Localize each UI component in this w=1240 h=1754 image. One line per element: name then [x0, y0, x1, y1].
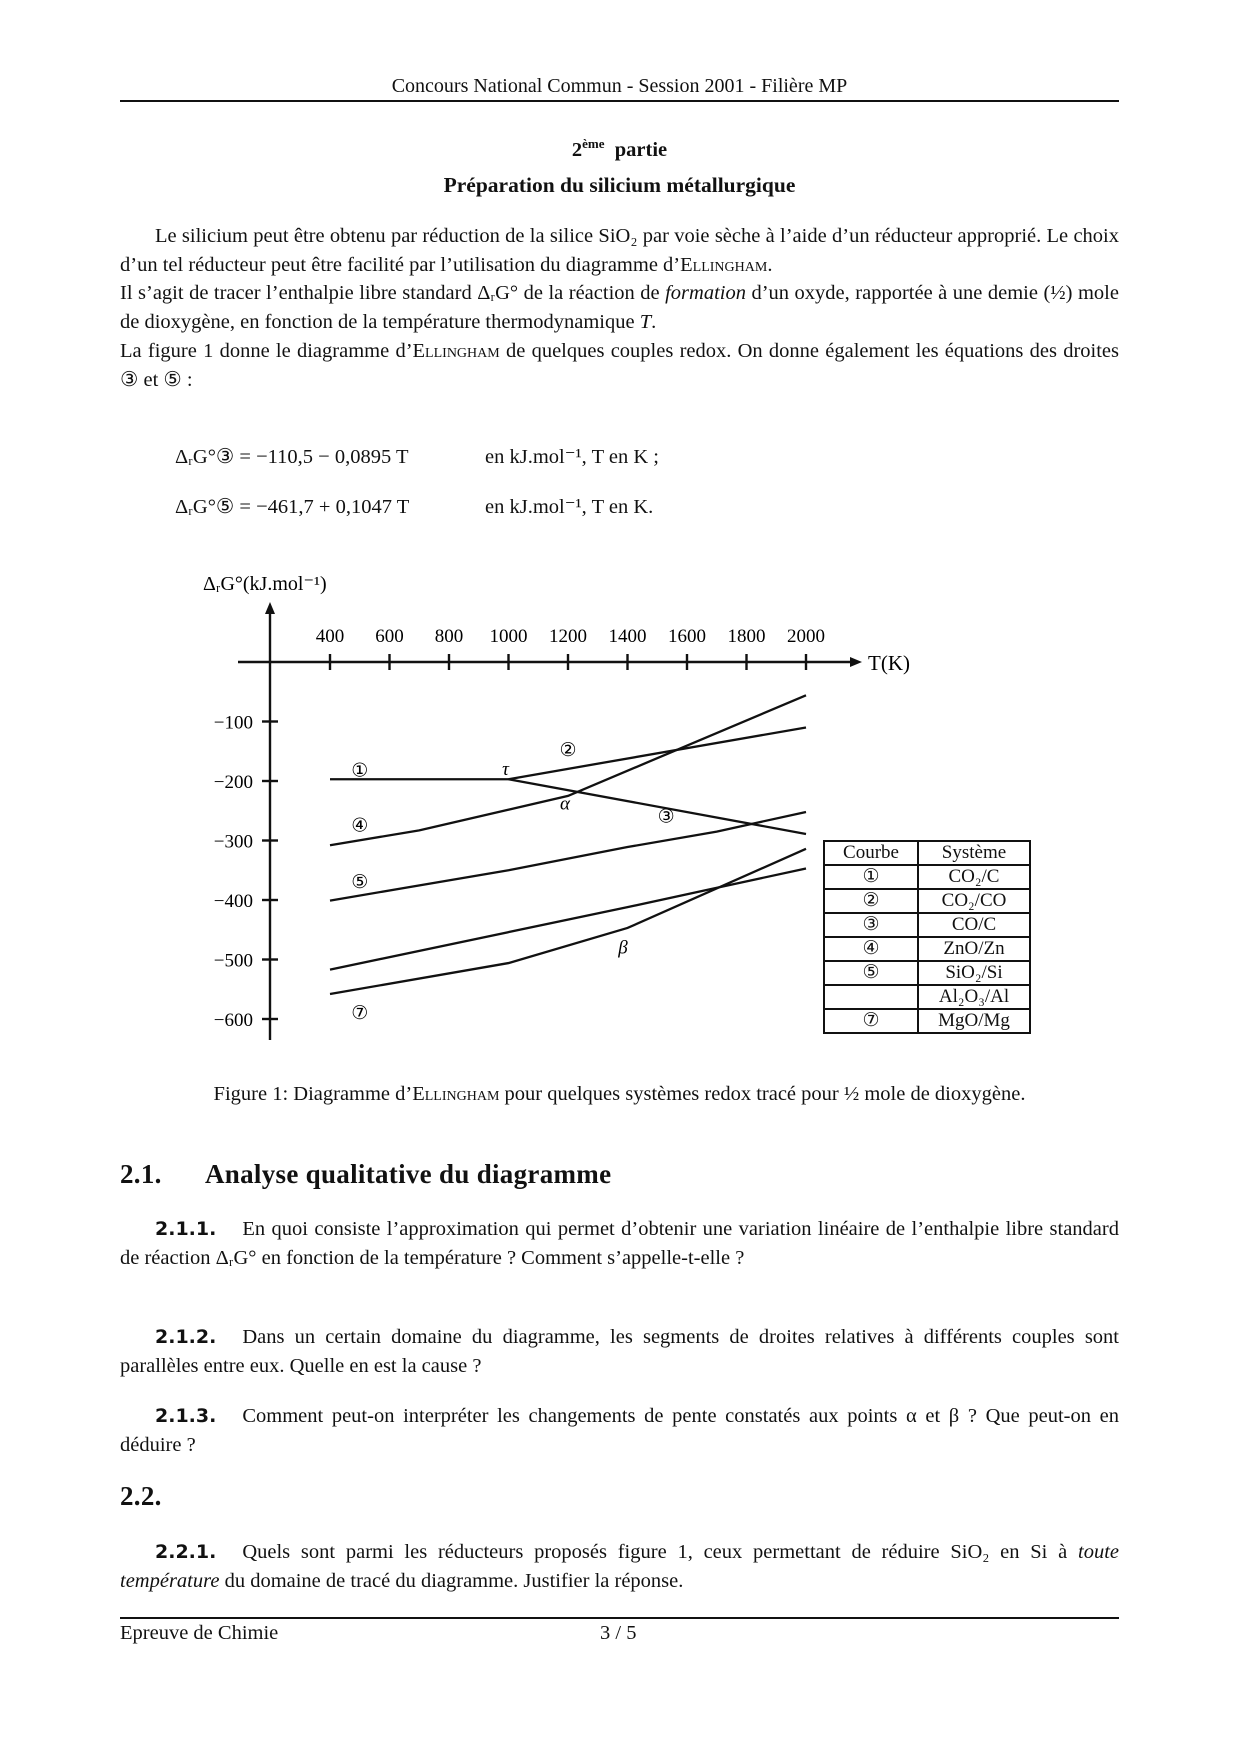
legend-row [824, 985, 1030, 1009]
legend-system: CO₂/CO [918, 889, 1030, 913]
legend-row [824, 961, 1030, 985]
question-2-2-1 [120, 1538, 1119, 1595]
question-text: En quoi consiste l’approximation qui permet d’obtenir une variation linéaire de l’enthalpie libre standard de réaction ΔᵣG° en fonction de la température ? Comment s’appelle-t-elle ? [120, 1218, 1119, 1269]
question-2-1-1 [120, 1215, 1119, 1272]
equation-3-lhs: ΔᵣG°③ = −110,5 − 0,0895 T [175, 446, 409, 468]
y-tick-label: −400 [213, 891, 253, 912]
part-number: 2 [571, 138, 583, 161]
intro-p2-em: formation [665, 282, 746, 305]
intro-p1-end: . [767, 253, 773, 276]
equation-5-lhs: ΔᵣG°⑤ = −461,7 + 0,1047 T [175, 496, 410, 518]
question-2-1-2 [120, 1323, 1119, 1380]
footer-page: 3 / 5 [600, 1622, 637, 1644]
x-tick-label: 1400 [608, 626, 647, 647]
x-axis-arrow [850, 657, 862, 667]
caption-a: Figure 1: Diagramme d’ [213, 1083, 413, 1105]
question-number: 2.1.1. [155, 1218, 217, 1240]
curve-annotation: α [560, 793, 571, 815]
question-text-a: Quels sont parmi les réducteurs proposés figure 1, ceux permettant de réduire SiO₂ en Si à [242, 1541, 1078, 1563]
legend-row [824, 937, 1030, 961]
caption-b: pour quelques systèmes redox tracé pour ½ mole de dioxygène. [499, 1083, 1026, 1105]
question-number: 2.1.3. [155, 1405, 217, 1427]
ellingham-name: Ellingham [412, 339, 500, 362]
curve-annotation: β [618, 937, 628, 959]
series-line-7 [330, 849, 806, 994]
y-tick-label: −500 [213, 950, 253, 972]
section-2-1-heading [120, 1160, 1119, 1189]
legend-system: CO₂/C [918, 865, 1030, 889]
y-axis-label: ΔᵣG°(kJ.mol⁻¹) [203, 573, 327, 595]
running-header: Concours National Commun - Session 2001 - Filière MP [391, 75, 848, 97]
intro-p2a: Il s’agit de tracer l’enthalpie libre standard ΔᵣG° de la réaction de [120, 282, 666, 305]
legend-row [824, 889, 1030, 913]
legend-row [824, 865, 1030, 889]
intro-p2-end: . [651, 311, 657, 334]
x-tick-label: 800 [434, 626, 464, 647]
y-tick-label: −100 [213, 712, 253, 734]
x-tick-label: 2000 [787, 626, 825, 647]
curve-annotation: ② [559, 740, 577, 762]
x-tick-label: 600 [375, 626, 404, 647]
x-tick-label: 1800 [727, 626, 766, 647]
legend-header-row [824, 841, 1030, 865]
section-number: 2.2. [120, 1481, 162, 1511]
series-line-5 [330, 812, 806, 901]
series-line-2 [509, 727, 807, 779]
legend-curve: ⑤ [824, 961, 918, 985]
part-label: partie [614, 138, 668, 161]
x-tick-label: 1600 [668, 626, 706, 647]
intro-p1-text: Le silicium peut être obtenu par réduction de la silice SiO₂ par voie sèche à l’aide d’un réducteur approprié. Le choix d’un tel réducteur peut être facilité par l’utilisation du diagramme d’ [120, 225, 1119, 276]
x-tick-label: 1000 [489, 626, 528, 647]
question-text: Comment peut-on interpréter les changements de pente constatés aux points α et β ? Que peut-on en déduire ? [120, 1405, 1119, 1456]
series-line-6 [330, 868, 806, 969]
legend-curve: ⑦ [824, 1009, 918, 1033]
question-2-1-3 [120, 1402, 1119, 1459]
intro-p3b: de quelques couples redox. On donne également les équations des droites ③ et ⑤ : [120, 339, 1119, 391]
curve-annotation: ① [351, 760, 369, 782]
legend-table [823, 840, 1031, 1034]
legend-curve: ④ [824, 937, 918, 961]
legend-curve: ① [824, 865, 918, 889]
legend-curve [824, 985, 918, 1009]
x-tick-label: 1200 [549, 626, 587, 647]
legend-system: Al₂O₃/Al [918, 985, 1030, 1009]
section-title: Analyse qualitative du diagramme [205, 1159, 612, 1189]
y-tick-label: −200 [213, 772, 253, 793]
part-title: Préparation du silicium métallurgique [443, 173, 796, 197]
curve-annotation: ③ [657, 806, 675, 828]
legend-header-systeme: Système [918, 841, 1030, 865]
intro-p2b: d’un oxyde, rapportée à une demie (½) mole de dioxygène, en fonction de la température thermodynamique [120, 282, 1119, 334]
part-sup: ème [582, 136, 605, 151]
legend-system: ZnO/Zn [918, 937, 1030, 961]
curve-annotation: ④ [351, 815, 369, 837]
question-text-b: du domaine de tracé du diagramme. Justifier la réponse. [219, 1569, 684, 1592]
question-text: Dans un certain domaine du diagramme, les segments de droites relatives à différents couples sont parallèles entre eux. Quelle en est la cause ? [120, 1326, 1119, 1377]
footer-left: Epreuve de Chimie [120, 1622, 279, 1644]
curve-annotation: τ [502, 759, 509, 781]
figure-caption [120, 1080, 1119, 1109]
legend-header-courbe: Courbe [824, 841, 918, 865]
question-emphasis: toute température [120, 1541, 1119, 1592]
series-line-4 [330, 695, 806, 845]
y-tick-label: −300 [213, 831, 253, 853]
legend-system: MgO/Mg [918, 1009, 1030, 1033]
ellingham-name: Ellingham [680, 253, 768, 276]
curve-annotation: ⑤ [351, 872, 369, 894]
intro-p3a: La figure 1 donne le diagramme d’ [120, 339, 413, 362]
intro-p2-T: T [639, 311, 652, 334]
x-axis-label: T(K) [868, 651, 910, 675]
section-number: 2.1. [120, 1159, 162, 1189]
equation-3-unit: en kJ.mol⁻¹, T en K ; [485, 446, 659, 468]
ellingham-name: Ellingham [412, 1083, 500, 1105]
question-number: 2.1.2. [155, 1326, 217, 1348]
question-number: 2.2.1. [155, 1541, 217, 1563]
section-2-2-heading [120, 1482, 1119, 1511]
footer-rule [120, 1617, 1119, 1619]
y-tick-label: −600 [213, 1010, 253, 1031]
legend-system: CO/C [918, 913, 1030, 937]
y-axis-arrow [265, 602, 275, 614]
legend-row [824, 1009, 1030, 1033]
legend-curve: ③ [824, 913, 918, 937]
legend-curve: ② [824, 889, 918, 913]
legend-system: SiO₂/Si [918, 961, 1030, 985]
x-tick-label: 400 [315, 626, 345, 647]
legend-row [824, 913, 1030, 937]
curve-annotation: ⑦ [351, 1003, 369, 1025]
equation-5-unit: en kJ.mol⁻¹, T en K. [485, 496, 654, 518]
